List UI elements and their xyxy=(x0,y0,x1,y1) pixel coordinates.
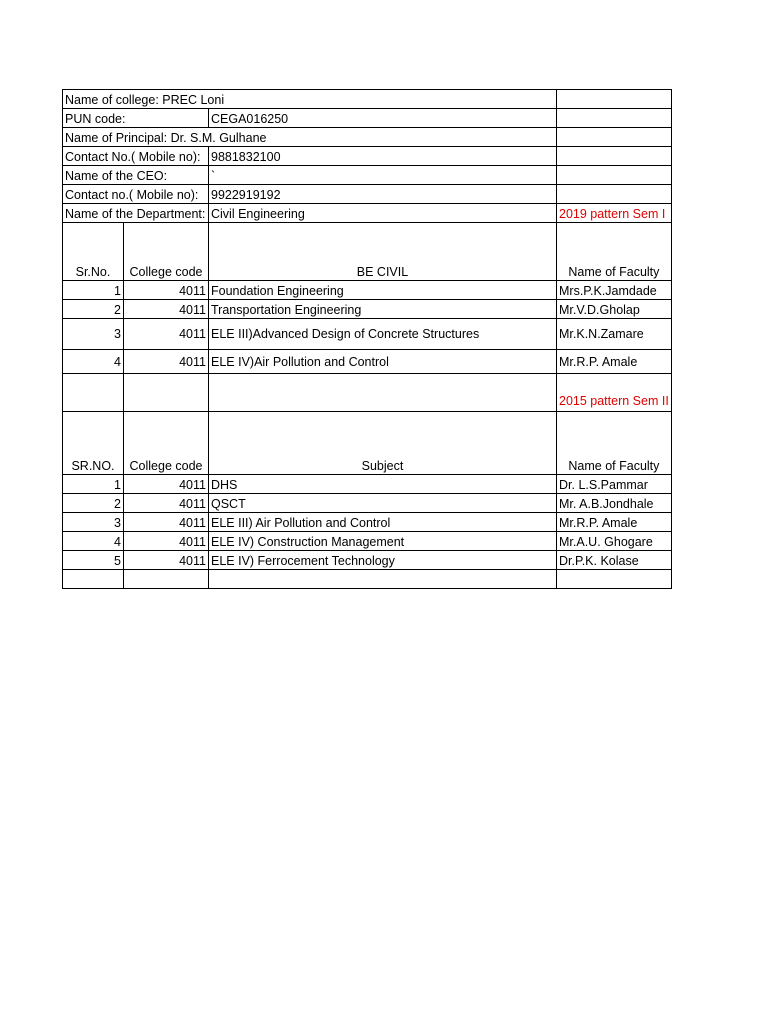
empty-cell xyxy=(557,109,672,128)
section1-header-row xyxy=(63,223,672,281)
faculty: Mrs.P.K.Jamdade xyxy=(557,281,672,300)
college-code-header: College code xyxy=(124,412,209,475)
empty-cell xyxy=(63,570,124,589)
college-code: 4011 xyxy=(124,281,209,300)
table-row xyxy=(63,300,672,319)
college-code: 4011 xyxy=(124,513,209,532)
contact1-label: Contact No.( Mobile no): xyxy=(63,147,209,166)
college-code: 4011 xyxy=(124,551,209,570)
sr-no-header: Sr.No. xyxy=(63,223,124,281)
pun-label: PUN code: xyxy=(63,109,209,128)
empty-cell xyxy=(209,570,557,589)
contact1-row xyxy=(63,147,672,166)
sr-no: 4 xyxy=(63,532,124,551)
ceo-value: ` xyxy=(209,166,557,185)
table-row xyxy=(63,475,672,494)
sr-no: 3 xyxy=(63,319,124,350)
empty-cell xyxy=(209,374,557,412)
college-code: 4011 xyxy=(124,319,209,350)
pun-value: CEGA016250 xyxy=(209,109,557,128)
empty-cell xyxy=(557,128,672,147)
college-code: 4011 xyxy=(124,300,209,319)
subject-header: BE CIVIL xyxy=(209,223,557,281)
department-row xyxy=(63,204,672,223)
college-code-header: College code xyxy=(124,223,209,281)
subject: ELE IV) Construction Management xyxy=(209,532,557,551)
faculty: Dr.P.K. Kolase xyxy=(557,551,672,570)
college-code: 4011 xyxy=(124,475,209,494)
empty-cell xyxy=(557,147,672,166)
table-row xyxy=(63,513,672,532)
college-name: Name of college: PREC Loni xyxy=(63,90,557,109)
college-code: 4011 xyxy=(124,494,209,513)
faculty: Mr.A.U. Ghogare xyxy=(557,532,672,551)
subject: ELE IV)Air Pollution and Control xyxy=(209,350,557,374)
subject: ELE III) Air Pollution and Control xyxy=(209,513,557,532)
sr-no: 1 xyxy=(63,475,124,494)
table-row xyxy=(63,494,672,513)
empty-cell xyxy=(124,570,209,589)
empty-cell xyxy=(557,166,672,185)
faculty-header: Name of Faculty xyxy=(557,412,672,475)
college-code: 4011 xyxy=(124,532,209,551)
sr-no: 5 xyxy=(63,551,124,570)
college-row xyxy=(63,90,672,109)
table-row xyxy=(63,532,672,551)
subject: QSCT xyxy=(209,494,557,513)
empty-cell xyxy=(63,374,124,412)
subject: Transportation Engineering xyxy=(209,300,557,319)
principal-name: Name of Principal: Dr. S.M. Gulhane xyxy=(63,128,557,147)
ceo-row xyxy=(63,166,672,185)
empty-row xyxy=(63,570,672,589)
faculty: Mr. A.B.Jondhale xyxy=(557,494,672,513)
contact2-value: 9922919192 xyxy=(209,185,557,204)
principal-row xyxy=(63,128,672,147)
subject-header: Subject xyxy=(209,412,557,475)
ceo-label: Name of the CEO: xyxy=(63,166,209,185)
faculty: Mr.V.D.Gholap xyxy=(557,300,672,319)
contact2-label: Contact no.( Mobile no): xyxy=(63,185,209,204)
sr-no: 2 xyxy=(63,300,124,319)
sr-no: 1 xyxy=(63,281,124,300)
table-row xyxy=(63,551,672,570)
faculty: Dr. L.S.Pammar xyxy=(557,475,672,494)
sr-no: 4 xyxy=(63,350,124,374)
subject: ELE IV) Ferrocement Technology xyxy=(209,551,557,570)
college-code: 4011 xyxy=(124,350,209,374)
sr-no: 2 xyxy=(63,494,124,513)
subject: DHS xyxy=(209,475,557,494)
empty-cell xyxy=(557,90,672,109)
faculty: Mr.K.N.Zamare xyxy=(557,319,672,350)
sr-no: 3 xyxy=(63,513,124,532)
empty-cell xyxy=(557,185,672,204)
empty-cell xyxy=(124,374,209,412)
pattern-2015-label: 2015 pattern Sem II xyxy=(557,374,672,412)
subject: ELE III)Advanced Design of Concrete Structures xyxy=(209,319,557,350)
contact2-row xyxy=(63,185,672,204)
contact1-value: 9881832100 xyxy=(209,147,557,166)
pattern-2019-label: 2019 pattern Sem I xyxy=(557,204,672,223)
table-row xyxy=(63,319,672,350)
empty-cell xyxy=(557,570,672,589)
department-label: Name of the Department: xyxy=(63,204,209,223)
faculty-header: Name of Faculty xyxy=(557,223,672,281)
department-value: Civil Engineering xyxy=(209,204,557,223)
faculty-sheet xyxy=(62,89,672,589)
pun-row xyxy=(63,109,672,128)
section2-header-row xyxy=(63,412,672,475)
table-row xyxy=(63,350,672,374)
sr-no-header: SR.NO. xyxy=(63,412,124,475)
table-row xyxy=(63,281,672,300)
faculty: Mr.R.P. Amale xyxy=(557,350,672,374)
pattern-2015-row xyxy=(63,374,672,412)
faculty: Mr.R.P. Amale xyxy=(557,513,672,532)
subject: Foundation Engineering xyxy=(209,281,557,300)
